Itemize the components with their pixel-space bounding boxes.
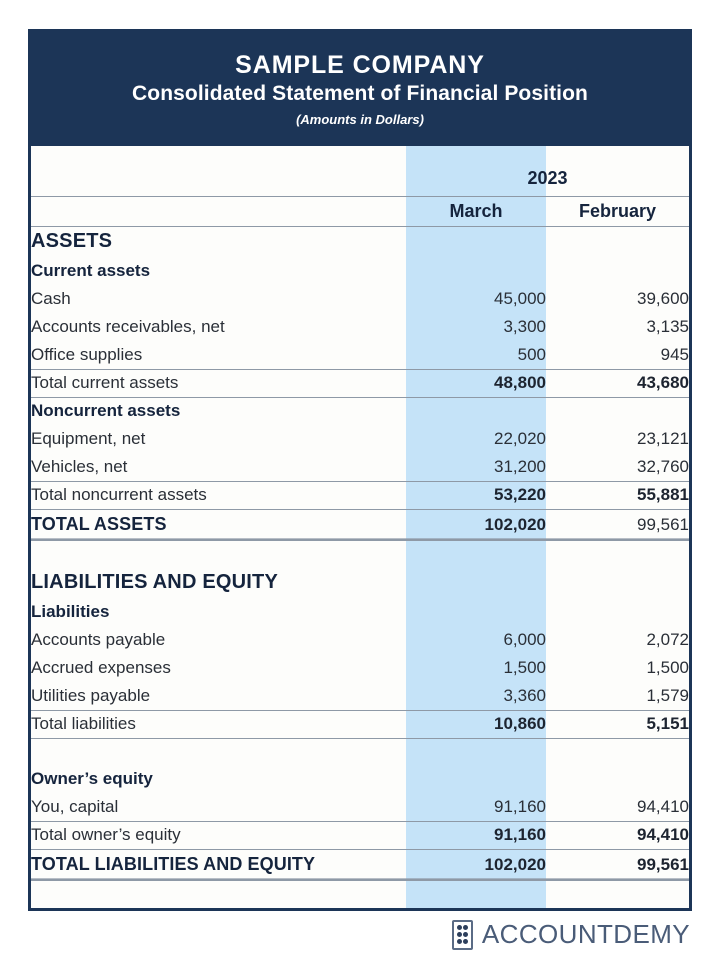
line-item-february-value: 1,579 xyxy=(546,682,689,710)
line-item-march-value: 3,300 xyxy=(503,317,546,336)
group-heading-march-cell xyxy=(406,598,546,626)
subtotal-label: Total current assets xyxy=(31,369,406,397)
group-heading-march-cell xyxy=(406,765,546,793)
column-header-march[interactable]: March xyxy=(406,196,546,226)
subtotal-march-value: 91,160 xyxy=(406,821,546,849)
line-item-february-value: 39,600 xyxy=(637,289,689,308)
grand-total-february-value: 99,561 xyxy=(546,849,689,880)
table-top-spacer xyxy=(31,146,689,162)
subtotal-march-value: 53,220 xyxy=(406,481,546,509)
year-row-label-spacer xyxy=(31,162,406,196)
group-heading-noncurrent-assets: Noncurrent assets xyxy=(31,401,181,421)
group-heading-row xyxy=(31,765,689,793)
line-item-label: Accounts payable xyxy=(31,630,166,649)
gap-cell xyxy=(31,738,406,765)
group-heading-february-cell xyxy=(546,765,689,793)
group-heading-row xyxy=(31,598,689,626)
brand-name: ACCOUNTDEMY xyxy=(481,919,690,949)
abacus-badge-icon xyxy=(452,920,473,950)
table-row xyxy=(31,793,689,821)
bead-row xyxy=(457,932,468,937)
bead xyxy=(463,925,468,930)
line-item-march-value: 22,020 xyxy=(494,429,546,448)
group-heading-february-cell xyxy=(546,397,689,425)
period-header-row xyxy=(31,196,689,226)
section-title-february-cell xyxy=(546,567,689,598)
line-item-february-value: 23,121 xyxy=(637,429,689,448)
grand-total-row xyxy=(31,849,689,880)
statement-table-frame xyxy=(28,146,692,911)
spacer-cell xyxy=(406,146,546,162)
period-row-label-spacer xyxy=(31,196,406,226)
line-item-march-value: 500 xyxy=(406,341,546,369)
line-item-label: Accrued expenses xyxy=(31,658,171,677)
year-header-row xyxy=(31,162,689,196)
subtotal-february-value: 43,680 xyxy=(546,369,689,397)
subtotal-march-value: 10,860 xyxy=(406,710,546,738)
bead xyxy=(463,939,468,944)
grand-total-label-assets: TOTAL ASSETS xyxy=(31,509,406,540)
line-item-label: You, capital xyxy=(31,793,406,821)
subtotal-row xyxy=(31,369,689,397)
section-title-row xyxy=(31,567,689,598)
line-item-march-value: 45,000 xyxy=(494,289,546,308)
line-item-february-value: 2,072 xyxy=(646,630,689,649)
line-item-march-value: 3,360 xyxy=(406,682,546,710)
grand-total-february-value: 99,561 xyxy=(546,509,689,540)
gap-cell xyxy=(31,540,406,567)
group-heading-february-cell xyxy=(546,598,689,626)
section-title-february-cell xyxy=(546,226,689,257)
table-row xyxy=(31,341,689,369)
table-row xyxy=(31,285,689,313)
section-title-row xyxy=(31,226,689,257)
section-title-assets: ASSETS xyxy=(31,230,113,253)
financial-statement-table xyxy=(31,146,689,881)
subtotal-february-value: 5,151 xyxy=(546,710,689,738)
subtotal-row xyxy=(31,710,689,738)
line-item-label: Office supplies xyxy=(31,341,406,369)
subtotal-march-value: 48,800 xyxy=(406,369,546,397)
section-gap-row xyxy=(31,540,689,567)
line-item-label: Vehicles, net xyxy=(31,453,406,481)
group-heading-row xyxy=(31,397,689,425)
line-item-label: Utilities payable xyxy=(31,682,406,710)
line-item-february-value: 3,135 xyxy=(646,317,689,336)
section-title-march-cell xyxy=(406,567,546,598)
group-heading-march-cell xyxy=(406,257,546,285)
table-row xyxy=(31,626,689,654)
line-item-march-value: 91,160 xyxy=(406,793,546,821)
spacer-cell xyxy=(31,146,406,162)
line-item-label: Accounts receivables, net xyxy=(31,317,225,336)
footer-brand xyxy=(452,919,690,950)
gap-cell xyxy=(406,540,546,567)
gap-cell xyxy=(406,738,546,765)
gap-cell xyxy=(546,540,689,567)
group-gap-row xyxy=(31,738,689,765)
grand-total-march-value: 102,020 xyxy=(406,509,546,540)
document-header-banner xyxy=(28,29,692,146)
subtotal-february-value: 55,881 xyxy=(546,481,689,509)
group-heading-february-cell xyxy=(546,257,689,285)
table-row xyxy=(31,313,689,341)
company-name: SAMPLE COMPANY xyxy=(235,50,485,79)
line-item-february-value: 94,410 xyxy=(546,793,689,821)
bead-row xyxy=(457,925,468,930)
line-item-label: Equipment, net xyxy=(31,429,146,448)
group-heading-liabilities: Liabilities xyxy=(31,602,110,621)
line-item-label: Cash xyxy=(31,289,71,308)
line-item-february-value: 945 xyxy=(546,341,689,369)
subtotal-row xyxy=(31,821,689,849)
table-row xyxy=(31,453,689,481)
subtotal-label: Total liabilities xyxy=(31,710,406,738)
bead xyxy=(463,932,468,937)
bead xyxy=(457,939,462,944)
bead-row xyxy=(457,939,468,944)
table-row xyxy=(31,682,689,710)
line-item-march-value: 31,200 xyxy=(406,453,546,481)
subtotal-label: Total noncurrent assets xyxy=(31,481,406,509)
grand-total-row xyxy=(31,509,689,540)
line-item-march-value: 6,000 xyxy=(503,630,546,649)
group-heading-march-cell xyxy=(406,397,546,425)
table-row xyxy=(31,654,689,682)
statement-title: Consolidated Statement of Financial Position xyxy=(132,81,588,105)
subtotal-row xyxy=(31,481,689,509)
section-title-liabilities-and-equity: LIABILITIES AND EQUITY xyxy=(31,571,278,593)
amounts-note: (Amounts in Dollars) xyxy=(296,112,424,128)
bead xyxy=(457,932,462,937)
grand-total-label-liabilities-and-equity: TOTAL LIABILITIES AND EQUITY xyxy=(31,849,406,880)
grand-total-march-value: 102,020 xyxy=(406,849,546,880)
gap-cell xyxy=(546,738,689,765)
group-heading-current-assets: Current assets xyxy=(31,261,151,280)
subtotal-label: Total owner’s equity xyxy=(31,821,406,849)
group-heading-owners-equity: Owner’s equity xyxy=(31,769,153,788)
year-header: 2023 xyxy=(406,162,689,196)
group-heading-row xyxy=(31,257,689,285)
table-row xyxy=(31,425,689,453)
section-title-march-cell xyxy=(406,226,546,257)
line-item-march-value: 1,500 xyxy=(503,658,546,677)
line-item-february-value: 1,500 xyxy=(646,658,689,677)
column-header-february[interactable]: February xyxy=(546,196,689,226)
subtotal-february-value: 94,410 xyxy=(546,821,689,849)
spacer-cell xyxy=(546,146,689,162)
bead xyxy=(457,925,462,930)
line-item-february-value: 32,760 xyxy=(546,453,689,481)
